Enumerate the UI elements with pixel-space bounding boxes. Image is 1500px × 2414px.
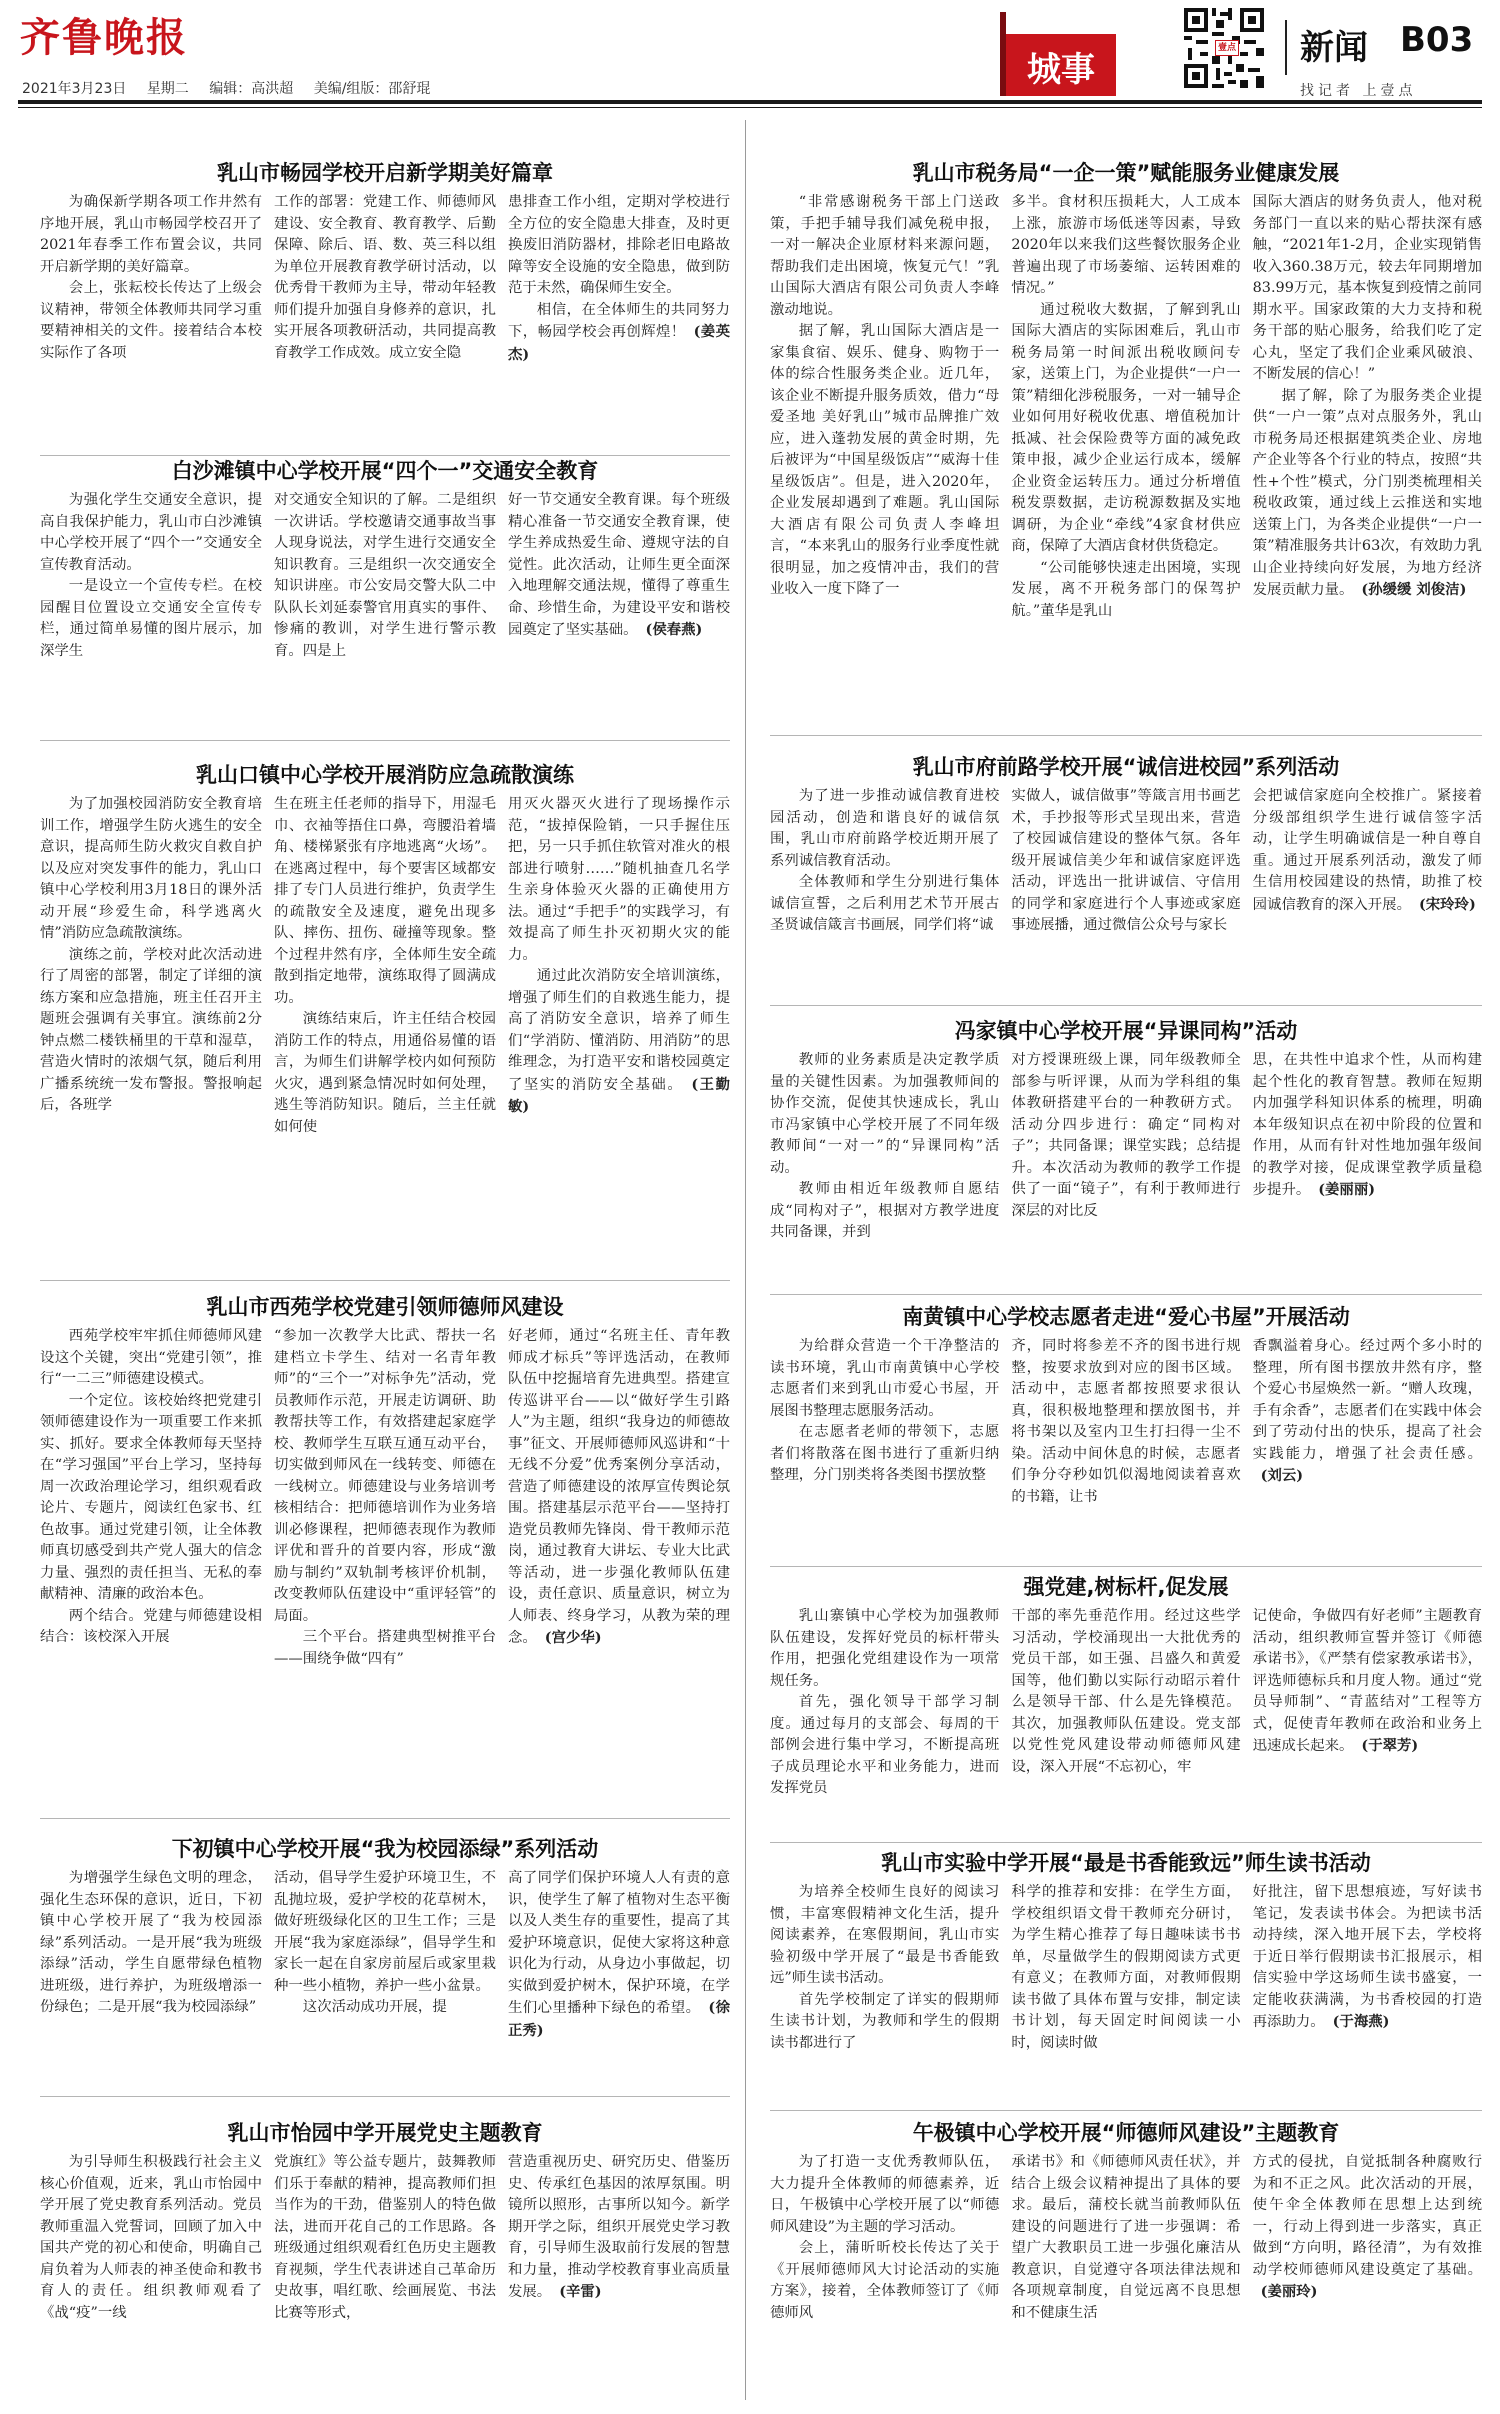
article-divider (40, 1818, 730, 1819)
article-column (770, 192, 999, 720)
article-paragraph (40, 945, 262, 1117)
article-title: 乳山市畅园学校开启新学期美好篇章 (217, 161, 553, 185)
article-column (1253, 1336, 1482, 1562)
article-paragraph (508, 300, 730, 367)
article-paragraph (1253, 1336, 1482, 1488)
article-body (770, 1050, 1482, 1286)
article-column (40, 192, 262, 450)
article-column (1011, 192, 1240, 720)
article-column (770, 786, 999, 992)
article-paragraph (508, 490, 730, 642)
article-paragraph (508, 1868, 730, 2042)
article-byline: (孙缓缓 刘俊洁) (1361, 581, 1467, 598)
article-paragraph (508, 2152, 730, 2304)
article-divider (40, 1280, 730, 1281)
paragraph-text: 会上，张耘校长传达了上级会议精神，带领全体教师共同学习重要精神相关的文件。接着结合本校实际作了各项 (40, 280, 262, 361)
paragraph-text: 一是设立一个宣传专栏。在校园醒目位置设立交通安全宣传专栏，通过简单易懂的图片展示，加深学生 (40, 578, 262, 659)
article-column (274, 2152, 496, 2408)
article-column (770, 1606, 999, 1844)
paragraph-text: 全体教师和学生分别进行集体诚信宣誓，之后利用艺术节开展古圣贤诚信箴言书画展，同学们将“诚 (770, 874, 1000, 933)
paragraph-text: 为了打造一支优秀教师队伍，大力提升全体教师的师德素养，近日，午极镇中心学校开展了以“师德师风建设”为主题的学习活动。 (770, 2154, 1000, 2235)
article-paragraph (40, 576, 262, 662)
masthead (0, 0, 1500, 100)
article-title: 下初镇中心学校开展“我为校园添绿”系列活动 (171, 1837, 599, 1861)
article-paragraph (274, 1997, 496, 2019)
article-column (1253, 786, 1482, 992)
article-column (1253, 1882, 1482, 2104)
paragraph-text: 乳山寨镇中心学校为加强教师队伍建设，发挥好党员的标杆带头作用，把强化党组建设作为一项常规任务。 (770, 1608, 1000, 1689)
article-column (1011, 2152, 1240, 2408)
article-paragraph (770, 1422, 999, 1487)
article-paragraph (1011, 1606, 1240, 1778)
article-column (274, 192, 496, 450)
article (770, 2118, 1482, 2408)
paragraph-text: 三个平台。搭建典型树推平台——围绕争做“四有” (274, 1629, 496, 1667)
paragraph-text: 香飘溢着身心。经过两个多小时的整理，所有图书摆放井然有序，整个爱心书屋焕然一新。“赠人玫瑰，手有余香”，志愿者们在实践中体会到了劳动付出的快乐，提高了社会实践能力，增强了社会责任感。 (1252, 1338, 1482, 1462)
paragraph-text: 据了解，乳山国际大酒店是一家集食宿、娱乐、健身、购物于一体的综合性服务类企业。近几年，该企业不断提升服务质效，借力“母爱圣地 美好乳山”城市品牌推广效应，进入蓬勃发展的黄金时期，先后被评为“中国星级饭店”“威海十佳星级饭店”。但是，进入2020年，企业发展却遇到了难题。乳山国际大酒店有限公司负责人李峰坦言，“本来乳山的服务行业季度性就很明显，加之疫情冲击，我们的营业收入一度下降了一 (770, 323, 1000, 597)
article-title: 白沙滩镇中心学校开展“四个一”交通安全教育 (171, 459, 599, 483)
article-paragraph (274, 490, 496, 662)
article-paragraph (40, 2152, 262, 2324)
article (40, 158, 730, 450)
paragraph-text: 为增强学生绿色文明的理念，强化生态环保的意识，近日，下初镇中心学校开展了“我为校园添绿”系列活动。一是开展“我为班级添绿”活动，学生自愿带绿色植物进班级，进行养护，为班级增添一份绿色；二是开展“我为校园添绿” (40, 1870, 262, 2015)
article-paragraph (40, 278, 262, 364)
reporter-line: 找记者 上壹点 (1300, 83, 1417, 99)
article-body (770, 786, 1482, 992)
article-paragraph (770, 1990, 999, 2055)
paragraph-text: 为了加强校园消防安全教育培训工作，增强学生防火逃生的安全意识，提高师生防火救灾自救自护以及应对突发事件的能力，乳山口镇中心学校利用3月18日的课外活动开展“珍爱生命，科学逃离火情”消防应急疏散演练。 (40, 796, 262, 941)
paragraph-text: 首先，强化领导干部学习制度。通过每月的支部会、每周的干部例会进行集中学习，不断提高班子成员理论水平和业务能力，进而发挥党员 (770, 1694, 1000, 1796)
article-paragraph (274, 192, 496, 364)
article-paragraph (1253, 386, 1482, 602)
article-byline: (姜丽丽) (1318, 1181, 1376, 1198)
paragraph-text: 记使命，争做四有好老师”主题教育活动，组织教师宣誓并签订《师德承诺书》，《严禁有偿家教承诺书》，评选师德标兵和月度人物。通过“党员导师制”、“青蓝结对”工程等方式，促使青年教师在政治和业务上迅速成长起来。 (1252, 1608, 1482, 1754)
article-column (1253, 2152, 1482, 2408)
article-column (1011, 1336, 1240, 1562)
article-paragraph (274, 1326, 496, 1627)
paragraph-text: 齐，同时将参差不齐的图书进行规整，按要求放到对应的图书区域。活动中，志愿者都按照要求很认真，很积极地整理和摆放图书，并将书架以及室内卫生打扫得一尘不染。活动中间休息的时候，志愿者们争分夺秒如饥似渴地阅读着喜欢的书籍，让书 (1011, 1338, 1241, 1505)
qr-badge: 壹点 (1215, 40, 1239, 56)
paragraph-text: 相信，在全体师生的共同努力下，畅园学校会再创辉煌！ (508, 301, 730, 340)
article-byline: (姜丽玲) (1260, 2283, 1318, 2300)
article-paragraph (274, 794, 496, 1009)
paragraph-text: 据了解，除了为服务类企业提供“一户一策”点对点服务外，乳山市税务局还根据建筑类企业、房地产企业等各个行业的特点，按照“共性+个性”模式，分门别类梳理相关税收政策，通过线上云推送和实地送策上门，为各类企业提供“一户一策”精准服务共计63次，有效助力乳山企业持续向好发展，为地方经济发展贡献力量。 (1252, 387, 1482, 598)
paragraph-text: 高了同学们保护环境人人有责的意识，使学生了解了植物对生态平衡以及人类生存的重要性，提高了其爱护环境意识，促使大家将这种意识化为行动，从身边小事做起，切实做到爱护树木，保护环境，在学生们心里播种下绿色的希望。 (508, 1870, 730, 2016)
article-title: 冯家镇中心学校开展“异课同构”活动 (954, 1019, 1298, 1043)
article-column (508, 192, 730, 450)
article-divider (770, 2110, 1482, 2111)
paragraph-text: 干部的率先垂范作用。经过这些学习活动，学校涌现出一大批优秀的党员干部，如王强、吕盛久和黄爱国等，他们勤以实际行动昭示着什么是领导干部、什么是先锋模范。其次，加强教师队伍建设。党支部以党性党风建设带动师德师风建设，深入开展“不忘初心，牢 (1011, 1608, 1241, 1775)
article-column (770, 2152, 999, 2408)
paragraph-text: “非常感谢税务干部上门送政策，手把手辅导我们减免税申报，一对一解决企业原材料来源问题，帮助我们走出困境，恢复元气！”乳山国际大酒店有限公司负责人李峰激动地说。 (770, 194, 1000, 318)
article-paragraph (1011, 786, 1240, 937)
article-byline: (姜英杰) (508, 323, 730, 363)
article-paragraph (1253, 1606, 1482, 1758)
article-column (40, 1868, 262, 2084)
article-title: 强党建,树标杆,促发展 (1023, 1575, 1229, 1599)
article-paragraph (40, 490, 262, 576)
paragraph-text: 为给群众营造一个干净整洁的读书环境，乳山市南黄镇中心学校志愿者们来到乳山市爱心书屋，开展图书整理志愿服务活动。 (770, 1338, 1000, 1419)
paragraph-text: 对方授课班级上课，同年级教师全部参与听评课，从而为学科组的集体教研搭建平台的一种教研方式。活动分四步进行：确定“同构对子”；共同备课；课堂实践；总结提升。本次活动为教师的教学工作提供了一面“镜子”，有利于教师进行深层的对比反 (1011, 1052, 1241, 1219)
article-paragraph (1011, 558, 1240, 623)
paragraph-text: 通过此次消防安全培训演练，增强了师生们的自救逃生能力，提高了消防安全意识，培养了师生们“学消防、懂消防、用消防”的思维理念，为打造平安和谐校园奠定了坚实的消防安全基础。 (508, 968, 730, 1093)
article-paragraph (508, 966, 730, 1119)
paragraph-text: 教师由相近年级教师自愿结成“同构对子”，根据对方教学进度共同备课，并到 (770, 1181, 1000, 1240)
issue-meta (22, 78, 446, 98)
paragraph-text: 为确保新学期各项工作井然有序地开展，乳山市畅园学校召开了2021年春季工作布置会议，共同开启新学期的美好篇章。 (40, 194, 262, 275)
article-paragraph (770, 872, 999, 937)
article (770, 752, 1482, 992)
paragraph-text: 对交通安全知识的了解。二是组织一次讲话。学校邀请交通事故当事人现身说法，对学生进行交通安全知识教育。三是组织一次交通安全知识讲座。市公安局交警大队二中队队长刘延泰警官用真实的事件、惨痛的教训，对学生进行警示教育。四是上 (274, 492, 496, 659)
article-paragraph (1011, 1050, 1240, 1222)
article-column (40, 2152, 262, 2408)
masthead-divider (1285, 20, 1287, 75)
paragraph-text: 用灭火器灭火进行了现场操作示范，“拔掉保险销，一只手握住压把，另一只手抓住软管对准火的根部进行喷射……”随机抽查几名学生亲身体验灭火器的正确使用方法。通过“手把手”的实践学习，有效提高了师生扑灭初期火灾的能力。 (508, 796, 730, 963)
paragraph-text: “参加一次教学大比武、帮扶一名建档立卡学生、结对一名青年教师”的“三个一”对标争先”活动，党员教师作示范，开展走访调研、助教帮扶等工作，有效搭建起家庭学校、教师学生互联互通互动平台，切实做到师风在一线转变、师德在一线树立。师德建设与业务培训考核相结合：把师德培训作为业务培训必修课程，把师德表现作为教师评优和晋升的首要内容，形成“激励与制约”双轨制考核评价机制，改变教师队伍建设中“重评轻管”的局面。 (274, 1328, 496, 1624)
article-body (770, 2152, 1482, 2408)
column-separator (745, 120, 746, 2400)
paragraph-text: 科学的推荐和安排：在学生方面，学校组织语文骨干教师充分研讨，为学生精心推荐了每日趣味读书书单，尽量做学生的假期阅读方式更有意义；在教师方面，对教师假期读书做了具体布置与安排，制定读书计划，每天固定时间阅读一小时，阅读时做 (1011, 1884, 1241, 2051)
article-column (770, 1882, 999, 2104)
article-byline: (刘云) (1260, 1467, 1304, 1484)
article-paragraph (770, 192, 999, 321)
article-title: 乳山市府前路学校开展“诚信进校园”系列活动 (912, 755, 1340, 779)
article-column (1011, 1050, 1240, 1286)
article-paragraph (274, 1868, 496, 1997)
article-byline: (侯春燕) (645, 621, 703, 638)
paragraph-text: 营造重视历史、研究历史、借鉴历史、传承红色基因的浓厚氛围。明镜所以照形，古事所以知今。新学期开学之际，组织开展党史学习教育，引导师生汲取前行发展的智慧和力量，推动学校教育事业高质量发展。 (508, 2154, 730, 2300)
article-paragraph (770, 786, 999, 872)
article (40, 760, 730, 1268)
article-divider (770, 735, 1482, 736)
article-divider (770, 1842, 1482, 1843)
article-paragraph (770, 1050, 999, 1179)
article-paragraph (274, 1627, 496, 1670)
article-column (508, 794, 730, 1268)
paragraph-text: 这次活动成功开展，提 (302, 1999, 447, 2015)
paragraph-text: 活动，倡导学生爱护环境卫生，不乱抛垃圾，爱护学校的花草树木，做好班级绿化区的卫生工作；三是开展“我为家庭添绿”，倡导学生和家长一起在自家房前屋后或家里栽种一些小植物，养护一些小盆景。 (274, 1870, 496, 1994)
issue-date: 2021年3月23日 (22, 81, 127, 97)
article (40, 456, 730, 734)
article-column (274, 1326, 496, 1804)
article-paragraph (508, 192, 730, 300)
article-paragraph (40, 192, 262, 278)
article-paragraph (40, 1391, 262, 1606)
article-paragraph (770, 1692, 999, 1800)
article-paragraph (1011, 1336, 1240, 1508)
article-body (40, 1868, 730, 2084)
article-paragraph (274, 2152, 496, 2324)
article-paragraph (40, 1606, 262, 1649)
article-paragraph (1253, 192, 1482, 386)
paragraph-text: 两个结合。党建与师德建设相结合：该校深入开展 (40, 1607, 262, 1645)
article-paragraph (1253, 786, 1482, 916)
article (770, 1016, 1482, 1286)
paragraph-text: 演练结束后，许主任结合校园消防工作的特点，用通俗易懂的语言，为师生们讲解学校内如何预防火灾，遇到紧急情况时如何处理，逃生等消防知识。随后，兰主任就如何使 (274, 1011, 496, 1135)
article-paragraph (508, 1326, 730, 1650)
article-paragraph (770, 321, 999, 601)
article-paragraph (1253, 1050, 1482, 1202)
article-column (770, 1050, 999, 1286)
article-divider (770, 1566, 1482, 1567)
paragraph-text: 为引导师生积极践行社会主义核心价值观，近来，乳山市怡园中学开展了党史教育系列活动。党员教师重温入党誓词，回顾了加入中国共产党的初心和使命，明确自己肩负着为人师表的神圣使命和教书育人的责任。组织教师观看了《战“疫”一线 (40, 2154, 262, 2321)
article-title: 午极镇中心学校开展“师德师风建设”主题教育 (912, 2121, 1340, 2145)
paragraph-text: 为强化学生交通安全意识，提高自我保护能力，乳山市白沙滩镇中心学校开展了“四个一”交通安全宣传教育活动。 (40, 492, 262, 573)
article-paragraph (40, 1326, 262, 1391)
page-number: B03 (1400, 20, 1474, 60)
paragraph-text: 方式的侵扰，自觉抵制各种腐败行为和不正之风。此次活动的开展，使午伞全体教师在思想上达到统一，行动上得到进一步落实，真正做到“方向明，路径清”，为有效推动学校师德师风建设奠定了基础。 (1252, 2154, 1482, 2278)
article-title: 乳山市西苑学校党建引领师德师风建设 (206, 1295, 564, 1319)
paragraph-text: 通过税收大数据，了解到乳山国际大酒店的实际困难后，乳山市税务局第一时间派出税收顾问专家，送策上门，为企业提供“一户一策”精细化涉税服务，一对一辅导企业如何用好税收优惠、增值税加计抵减、社会保险费等方面的减免政策申报，减少企业运行成本，缓解企业资金运转压力。通过分析增值税发票数据，走访税源数据及实地调研，为企业“牵线”4家食材供应商，保障了大酒店食材供货稳定。 (1011, 301, 1241, 554)
article-byline: (徐正秀) (508, 1999, 730, 2039)
article-column (1011, 786, 1240, 992)
article-paragraph (770, 2152, 999, 2238)
article-paragraph (1253, 2152, 1482, 2304)
paragraph-text: 患排查工作小组，定期对学校进行全方位的安全隐患大排查，及时更换废旧消防器材，排除老旧电路故障等安全设施的安全隐患，做到防范于未然，确保师生安全。 (508, 194, 730, 296)
article-body (770, 192, 1482, 720)
article-column (508, 1326, 730, 1804)
paragraph-text: 会上，蒲昕昕校长传达了关于《开展师德师风大讨论活动的实施方案》，接着，全体教师签订了《师德师风 (770, 2240, 1000, 2321)
article-paragraph (1011, 192, 1240, 300)
article-paragraph (1011, 300, 1240, 558)
article-paragraph (1011, 1882, 1240, 2054)
article (40, 2118, 730, 2408)
paragraph-text: 承诺书》和《师德师风责任状》，并结合上级会议精神提出了具体的要求。最后，蒲校长就当前教师队伍建设的问题进行了进一步强调：希望广大教职员工进一步强化廉洁从教意识，自觉遵守各项法律法规和各项规章制度，自觉远离不良思想和不健康生活 (1011, 2154, 1241, 2321)
article-column (40, 490, 262, 734)
paragraph-text: 工作的部署：党建工作、师德师风建设、安全教育、教育教学、后勤保障、除后、语、数、英三科以组为单位开展教育教学研讨活动，以优秀骨干教师为主导，带动年轻教师们提升加强自身修养的意识，扎实开展各项教研活动，共同提高教育教学工作成效。成立安全隐 (274, 194, 496, 361)
article-title: 乳山市怡园中学开展党史主题教育 (227, 2121, 543, 2145)
article (40, 1292, 730, 1804)
paragraph-text: 在志愿者老师的带领下，志愿者们将散落在图书进行了重新归纳整理，分门别类将各类图书摆放整 (770, 1424, 1000, 1483)
article-paragraph (770, 1882, 999, 1990)
article (40, 1834, 730, 2084)
article-title: 南黄镇中心学校志愿者走进“爱心书屋”开展活动 (902, 1305, 1350, 1329)
article-body (40, 2152, 730, 2408)
article (770, 1302, 1482, 1562)
article-paragraph (770, 2238, 999, 2324)
article-column (40, 1326, 262, 1804)
article-body (770, 1606, 1482, 1844)
masthead-rule-thin (18, 107, 1482, 108)
article-byline: (宫少华) (544, 1629, 602, 1646)
article-paragraph (770, 1606, 999, 1692)
paragraph-text: 好批注，留下思想痕迹，写好读书笔记，发表读书体会。为把读书活动持续，深入地开展下去，学校将于近日举行假期读书汇报展示，相信实验中学这场师生读书盛宴，一定能收获满满，为书香校园的打造再添助力。 (1252, 1884, 1482, 2030)
paragraph-text: 好老师，通过“名班主任、青年教师成才标兵”等评选活动，在教师队伍中挖掘培育先进典型。搭建宣传巡讲平台——以“做好学生引路人”为主题，组织“我身边的师德故事”征文、开展师德师风巡讲和“十无线不分爱”优秀案例分享活动，营造了师德建设的浓厚宣传舆论氛围。搭建基层示范平台——坚持打造党员教师先锋岗、骨干教师示范岗，通过教育大讲坛、专业大比武等活动，进一步强化教师队伍建设，责任意识、质量意识，树立为人师表、终身学习，从教为荣的理念。 (508, 1328, 730, 1646)
issue-editor: 编辑：高洪超 (209, 81, 294, 97)
paragraph-text: 西苑学校牢牢抓住师德师风建设这个关键，突出“党建引领”，推行“一二三”师德建设模式。 (40, 1328, 262, 1387)
article-paragraph (40, 1868, 262, 2019)
article (770, 1848, 1482, 2104)
issue-designer: 美编/组版：邵舒琨 (313, 81, 431, 97)
article-paragraph (770, 1179, 999, 1244)
article-body (40, 490, 730, 734)
paragraph-text: 为培养全校师生良好的阅读习惯，丰富寒假精神文化生活，提升阅读素养，在寒假期间，乳山市实验初级中学开展了“最是书香能致远”师生读书活动。 (770, 1884, 1000, 1986)
article-byline: (辛雷) (559, 2283, 602, 2300)
article (770, 1572, 1482, 1844)
article-title: 乳山市实验中学开展“最是书香能致远”师生读书活动 (881, 1851, 1371, 1875)
article-paragraph (770, 1336, 999, 1422)
article-column (1253, 192, 1482, 720)
article-body (40, 1326, 730, 1804)
paragraph-text: 党旗红》等公益专题片，鼓舞教师们乐于奉献的精神，提高教师们担当作为的干劲，借鉴别人的特色做法，进而开花自己的工作思路。各班级通过组织观看红色历史主题教育视频，学生代表讲述自己革命历史故事，唱红歌、绘画展览、书法比赛等形式， (274, 2154, 496, 2321)
section-tab (1000, 12, 1116, 96)
article-paragraph (1253, 1882, 1482, 2034)
article-paragraph (1011, 2152, 1240, 2324)
article-column (40, 794, 262, 1268)
article-byline: (王勤敏) (508, 1075, 730, 1115)
paragraph-text: 多半。食材积压损耗大，人工成本上涨，旅游市场低迷等因素，导致2020年以来我们这些餐饮服务企业普遍出现了市场萎缩、运转困难的情况。” (1011, 194, 1241, 296)
article (770, 158, 1482, 720)
article-body (770, 1882, 1482, 2104)
article-column (770, 1336, 999, 1562)
article-title: 乳山市税务局“一企一策”赋能服务业健康发展 (912, 161, 1340, 185)
article-paragraph (274, 1009, 496, 1138)
article-column (274, 490, 496, 734)
article-title: 乳山口镇中心学校开展消防应急疏散演练 (196, 763, 574, 787)
masthead-rule (18, 100, 1482, 104)
article-divider (770, 1294, 1482, 1295)
article-byline: (于海燕) (1332, 2013, 1390, 2030)
paragraph-text: 一个定位。该校始终把党建引领师德建设作为一项重要工作来抓实、抓好。要求全体教师每天坚持在“学习强国”平台上学习，坚持每周一次政治理论学习，组织观看政论片、专题片，阅读红色家书、红色故事。通过党建引领，让全体教师真切感受到共产党人强大的信念力量、强烈的责任担当、无私的奉献精神、清廉的政治本色。 (40, 1392, 262, 1602)
paragraph-text: 演练之前，学校对此次活动进行了周密的部署，制定了详细的演练方案和应急措施，班主任召开主题班会强调有关事宜。演练前2分钟点燃二楼铁桶里的干草和湿草，营造火情时的浓烟气氛，随后利用广播系统统一发布警报。警报响起后，各班学 (40, 946, 262, 1113)
article-column (1253, 1050, 1482, 1286)
article-column (274, 794, 496, 1268)
article-paragraph (508, 794, 730, 966)
paragraph-text: 会把诚信家庭向全校推广。紧接着分级部组织学生进行诚信签字活动，让学生明确诚信是一种自尊自重。通过开展系列活动，激发了师生信用校园建设的热情，助推了校园诚信教育的深入开展。 (1252, 788, 1482, 913)
newspaper-logo: 齐鲁晚报 (20, 14, 188, 61)
article-column (1253, 1606, 1482, 1844)
section-name: 新闻 (1300, 28, 1368, 68)
section-tab-label: 城事 (1027, 50, 1095, 90)
paragraph-text: 教师的业务素质是决定教学质量的关键性因素。为加强教师间的协作交流，促使其快速成长，乳山市冯家镇中心学校开展了不同年级教师间“一对一”的“异课同构”活动。 (770, 1052, 1000, 1176)
article-byline: (于翠芳) (1361, 1737, 1419, 1754)
paragraph-text: 好一节交通安全教育课。每个班级精心准备一节交通安全教育课，使学生养成热爱生命、遵规守法的自觉性。此次活动，让师生更全面深入地理解交通法规，懂得了尊重生命、珍惜生命，为建设平安和谐校园奠定了坚实基础。 (508, 492, 730, 638)
paragraph-text: 国际大酒店的财务负责人，他对税务部门一直以来的贴心帮扶深有感触，“2021年1-2月，企业实现销售收入360.38万元，较去年同期增加83.99万元，基本恢复到疫情之前同期水平。国家政策的大力支持和税务干部的贴心服务，给我们吃了定心丸，坚定了我们企业乘风破浪、不断发展的信心！” (1252, 194, 1482, 382)
article-paragraph (40, 794, 262, 945)
article-column (508, 1868, 730, 2084)
article-column (508, 490, 730, 734)
paragraph-text: 首先学校制定了详实的假期师生读书计划，为教师和学生的假期读书都进行了 (770, 1991, 1000, 2051)
article-divider (770, 1005, 1482, 1006)
article-column (274, 1868, 496, 2084)
paragraph-text: 思，在共性中追求个性，从而构建起个性化的教育智慧。教师在短期内加强学科知识体系的梳理，明确本年级知识点在初中阶段的位置和作用，从而有针对性地加强年级间的教学对接，促成课堂教学质量稳步提升。 (1252, 1052, 1482, 1198)
paragraph-text: 生在班主任老师的指导下，用湿毛巾、衣袖等捂住口鼻，弯腰沿着墙角、楼梯紧张有序地逃离“火场”。在逃离过程中，每个要害区域都安排了专门人员进行维护，负责学生的疏散安全及速度，避免出现多队、摔伤、扭伤、碰撞等现象。整个过程井然有序，全体师生安全疏散到指定地带，演练取得了圆满成功。 (274, 796, 496, 1006)
article-divider (40, 740, 730, 741)
article-column (508, 2152, 730, 2408)
article-column (1011, 1606, 1240, 1844)
article-body (40, 192, 730, 450)
issue-weekday: 星期二 (146, 81, 189, 97)
paragraph-text: 实做人，诚信做事”等箴言用书画艺术，手抄报等形式呈现出来，营造了校园诚信建设的整体气氛。各年级开展诚信美少年和诚信家庭评选活动，评选出一批讲诚信、守信用的同学和家庭进行个人事迹或家庭事迹展播，通过微信公众号与家长 (1011, 788, 1241, 933)
article-divider (40, 2096, 730, 2097)
article-column (1011, 1882, 1240, 2104)
paragraph-text: “公司能够快速走出困境，实现发展，离不开税务部门的保驾护航。”董华是乳山 (1011, 559, 1241, 619)
article-byline: (宋玲玲) (1418, 895, 1476, 913)
article-body (770, 1336, 1482, 1562)
paragraph-text: 为了进一步推动诚信教育进校园活动，创造和谐良好的诚信氛围，乳山市府前路学校近期开展了系列诚信教育活动。 (770, 788, 1000, 869)
article-body (40, 794, 730, 1268)
